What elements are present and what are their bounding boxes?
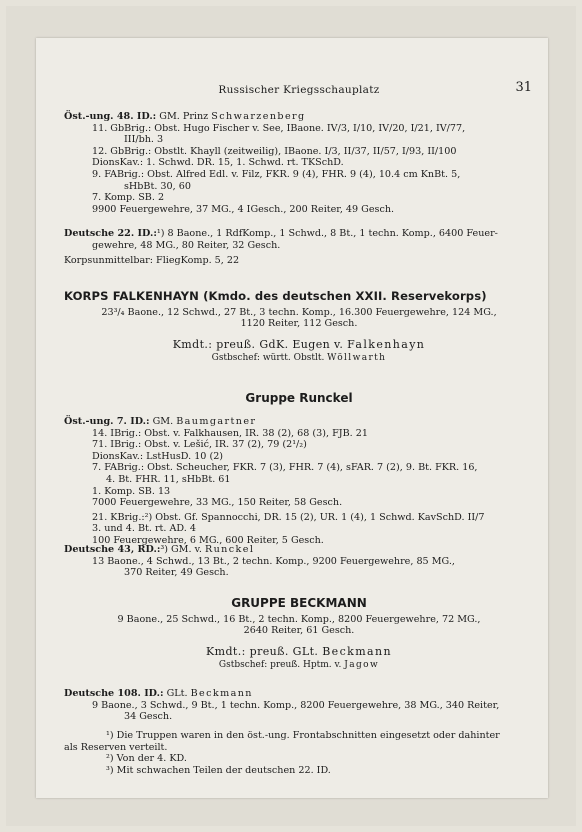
oest48-line: 9900 Feuergewehre, 37 MG., 4 IGesch., 200 Reiter, 49 Gesch.	[92, 203, 395, 215]
page-number: 31	[515, 80, 532, 95]
oest7-line: 3. und 4. Bt. rt. AD. 4	[92, 523, 196, 535]
deutsche43-line: 13 Baone., 4 Schwd., 13 Bt., 2 techn. Komp., 9200 Feuergewehre, 85 MG.,	[92, 555, 455, 567]
oest48-heading	[64, 111, 534, 123]
oest7-rank: GM.	[149, 416, 177, 427]
deutsche43-label: Deutsche 43, RD.:	[64, 544, 161, 555]
korps-chief-name: Wöllwarth	[327, 353, 387, 364]
oest7-label: Öst.-ung. 7. ID.:	[64, 416, 150, 427]
oest48-line: 12. GbBrig.: Obstlt. Khayll (zeitweilig), IBaone. I/3, II/37, II/57, I/93, II/100	[92, 145, 457, 157]
oest7-line: 4. Bt. FHR. 11, sHbBt. 61	[106, 473, 231, 485]
korps-line: 23³/₄ Baone., 12 Schwd., 27 Bt., 3 techn. Komp., 16.300 Feuergewehre, 124 MG.,	[101, 306, 497, 318]
deutsche108-commander: Beckmann	[190, 688, 253, 699]
deutsche43-line: 370 Reiter, 49 Gesch.	[124, 567, 229, 579]
oest7-section	[64, 416, 534, 547]
korps-line: 1120 Reiter, 112 Gesch.	[240, 318, 358, 330]
oest7-line: 1. Komp. SB. 13	[92, 485, 171, 497]
deutsche22-line: ¹) 8 Baone., 1 RdfKomp., 1 Schwd., 8 Bt., 1 techn. Komp., 6400 Feuer-	[156, 228, 498, 239]
deutsche22-section	[64, 228, 534, 267]
deutsche108-line: 34 Gesch.	[124, 711, 173, 723]
deutsche22-heading	[64, 228, 534, 240]
oest7-line: DionsKav.: LstHusD. 10 (2)	[92, 450, 224, 462]
oest7-heading	[64, 416, 534, 428]
beckmann-chief-rank: Gstbschef: preuß. Hptm. v.	[218, 660, 345, 671]
beckmann-chief-of-staff	[64, 660, 534, 672]
beckmann-line: 9 Baone., 25 Schwd., 16 Bt., 2 techn. Komp., 8200 Feuergewehre, 72 MG.,	[117, 613, 481, 625]
oest48-line: sHbBt. 30, 60	[124, 180, 191, 192]
deutsche108-line: 9 Baone., 3 Schwd., 9 Bt., 1 techn. Komp., 8200 Feuergewehre, 38 MG., 340 Reiter,	[92, 699, 500, 711]
korps-chief-of-staff	[64, 353, 534, 365]
oest7-line: 71. IBrig.: Obst. v. Lešić, IR. 37 (2), 79 (2¹/₂)	[92, 439, 307, 451]
oest48-line: 9. FABrig.: Obst. Alfred Edl. v. Filz, FKR. 9 (4), FHR. 9 (4), 10.4 cm KnBt. 5,	[92, 168, 461, 180]
deutsche22-label: Deutsche 22. ID.:	[64, 228, 157, 239]
deutsche108-label: Deutsche 108. ID.:	[64, 688, 164, 699]
deutsche108-rank: GLt.	[163, 688, 191, 699]
footnote-1-cont: als Reserven verteilt.	[64, 741, 168, 753]
korps-chief-rank: Gstbschef: württ. Obstlt.	[211, 353, 328, 364]
running-header: Russischer Kriegsschauplatz	[218, 84, 380, 96]
deutsche43-rank: ³) GM. v.	[160, 544, 205, 555]
oest7-line: 21. KBrig.:²) Obst. Gf. Spannocchi, DR. 15 (2), UR. 1 (4), 1 Schwd. KavSchD. II/7	[92, 511, 485, 523]
oest48-label: Öst.-ung. 48. ID.:	[64, 111, 157, 122]
oest48-line: III/bh. 3	[124, 134, 164, 146]
deutsche22-line: gewehre, 48 MG., 80 Reiter, 32 Gesch.	[92, 239, 281, 251]
deutsche43-heading	[64, 544, 534, 556]
oest48-commander: Schwarzenberg	[211, 111, 306, 122]
korps-commander-rank: Kmdt.: preuß. GdK. Eugen v.	[172, 337, 348, 351]
oest48-line: 11. GbBrig.: Obst. Hugo Fischer v. See, IBaone. IV/3, I/10, IV/20, I/21, IV/77,	[92, 122, 466, 134]
beckmann-chief-name: Jagow	[344, 660, 380, 671]
beckmann-commander-name: Beckmann	[322, 644, 392, 658]
beckmann-commander-rank: Kmdt.: preuß. GLt.	[206, 644, 323, 658]
document-page	[36, 38, 548, 798]
gruppe-beckmann-title: GRUPPE BECKMANN	[231, 596, 367, 610]
oest48-section	[64, 111, 534, 215]
oest7-line: 7. FABrig.: Obst. Scheucher, FKR. 7 (3), FHR. 7 (4), sFAR. 7 (2), 9. Bt. FKR. 16,	[92, 462, 478, 474]
footnote-3: ³) Mit schwachen Teilen der deutschen 22. ID.	[106, 764, 331, 776]
footnote-2: ²) Von der 4. KD.	[106, 753, 187, 765]
korps-commander-name: Falkenhayn	[347, 337, 426, 351]
oest48-line: DionsKav.: 1. Schwd. DR. 15, 1. Schwd. rt. TKSchD.	[92, 157, 344, 169]
footnote-1: ¹) Die Truppen waren in den öst.-ung. Frontabschnitten eingesetzt oder dahinter	[106, 730, 500, 741]
korps-title: KORPS FALKENHAYN (Kmdo. des deutschen XXII. Reservekorps)	[64, 289, 487, 303]
deutsche108-heading	[64, 688, 534, 700]
footnotes	[64, 730, 534, 776]
beckmann-commander	[64, 646, 534, 658]
beckmann-section	[64, 598, 534, 672]
oest7-commander: Baumgartner	[176, 416, 257, 427]
deutsche108-section	[64, 688, 534, 723]
beckmann-line: 2640 Reiter, 61 Gesch.	[243, 625, 355, 637]
oest7-line: 14. IBrig.: Obst. v. Falkhausen, IR. 38 (2), 68 (3), FJB. 21	[92, 427, 368, 439]
korps-section	[64, 291, 534, 365]
oest48-rank: GM. Prinz	[156, 111, 212, 122]
korps-commander	[64, 339, 534, 351]
deutsche43-section	[64, 544, 534, 579]
deutsche43-commander: Runckel	[204, 544, 255, 555]
oest48-line: 7. Komp. SB. 2	[92, 192, 165, 204]
oest7-line: 7000 Feuergewehre, 33 MG., 150 Reiter, 58 Gesch.	[92, 497, 343, 509]
korps-direct-units: Korpsunmittelbar: FliegKomp. 5, 22	[64, 255, 240, 267]
oest7-line: 100 Feuergewehre, 6 MG., 600 Reiter, 5 Gesch.	[92, 534, 324, 546]
gruppe-runckel-title: Gruppe Runckel	[245, 391, 353, 405]
